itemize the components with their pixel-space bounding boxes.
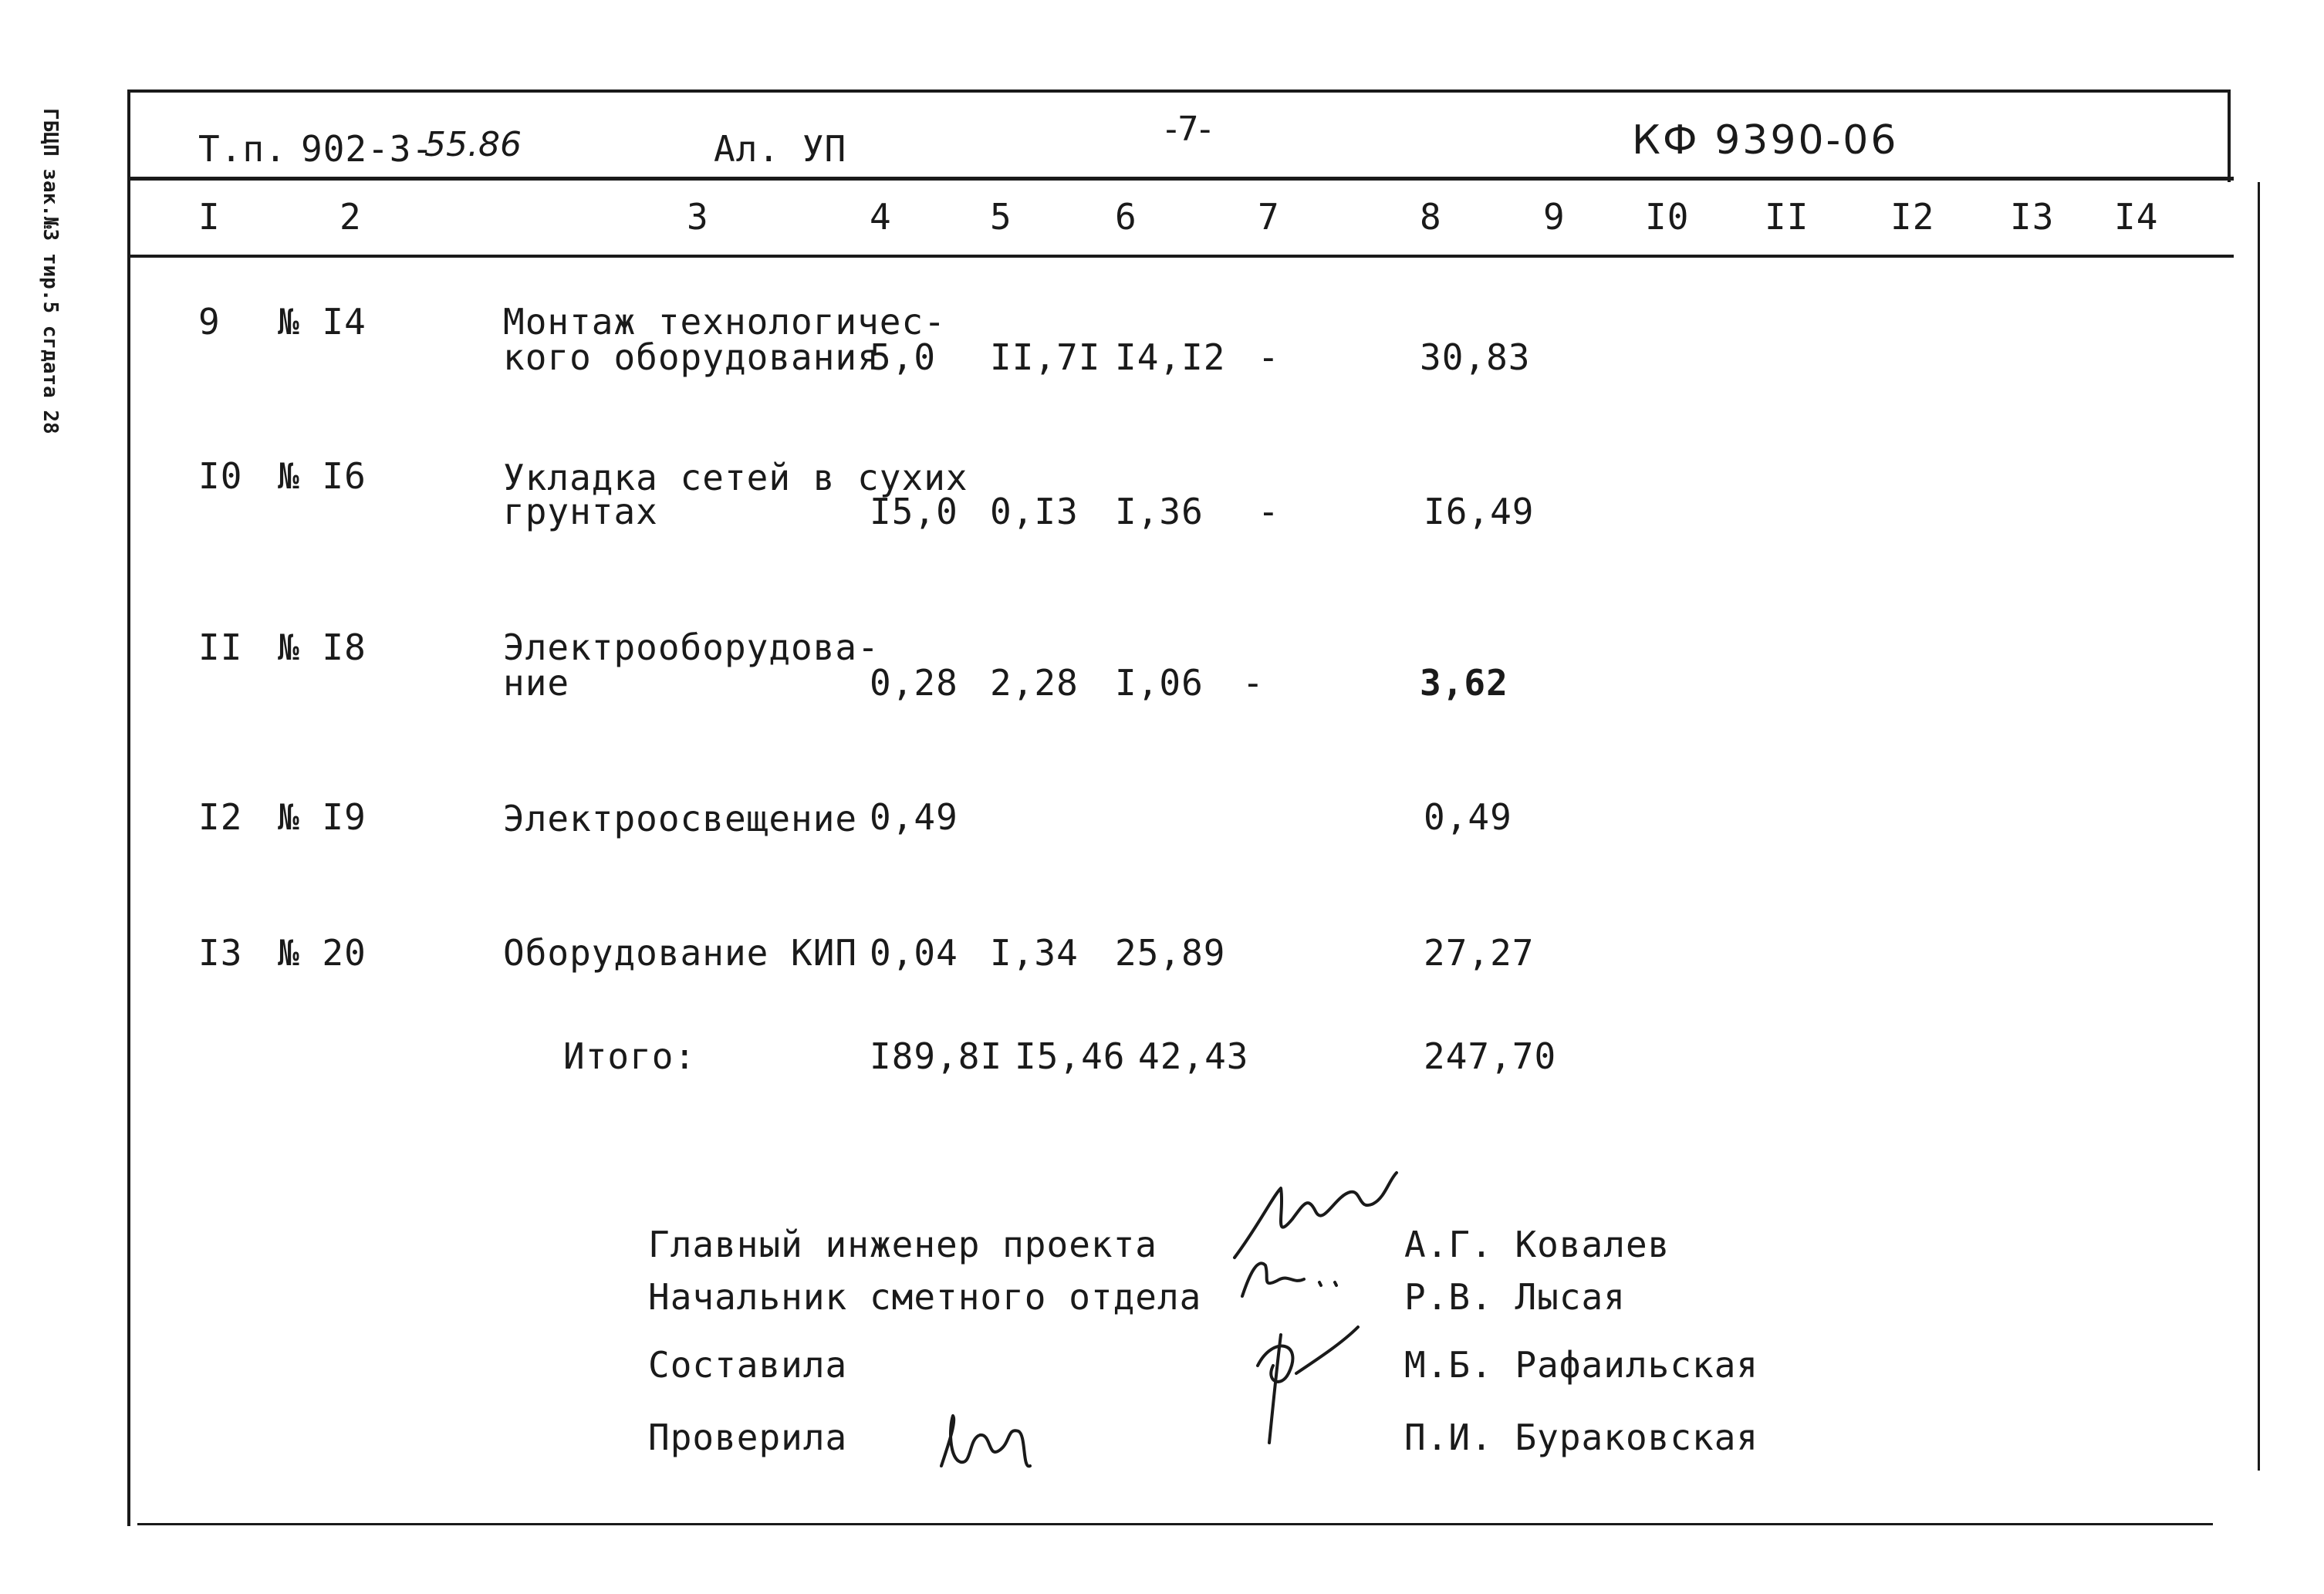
column-header: 8 [1420,196,1442,238]
row-number: I2 [198,796,243,838]
row-col8: 27,27 [1424,932,1535,974]
row-col4: 0,28 [870,662,958,704]
header-divider [127,177,2234,181]
album-label: Ал. УП [714,128,847,170]
row-col6: I4,I2 [1115,336,1226,378]
row-col6: I,06 [1115,662,1204,704]
row-reference: № I6 [278,455,367,497]
page-number: -7- [1165,110,1211,149]
row-name-line2: кого оборудования [503,336,880,378]
column-header-divider [127,255,2234,258]
frame-top-line [127,89,2231,93]
row-col4: 5,0 [870,336,937,378]
tp-prefix: Т.п. [198,128,287,170]
column-header: 4 [870,196,892,238]
signature-person: Р.В. Лысая [1404,1276,1626,1318]
row-col8: 3,62 [1420,662,1508,704]
column-header: 5 [990,196,1012,238]
row-name-line2: грунтах [503,491,658,532]
row-reference: № 20 [278,932,367,974]
tp-number-handwritten: 55.86 [424,125,522,164]
row-col7: - [1258,491,1280,532]
column-header: I0 [1645,196,1690,238]
row-col8: 0,49 [1424,796,1512,838]
side-stamp: ГБЦП зак.№3 тир.5 сгдата 28 [39,108,62,434]
row-col7: - [1258,336,1280,378]
column-header: I2 [1890,196,1935,238]
signature-person: А.Г. Ковалев [1404,1224,1670,1265]
row-col8: 30,83 [1420,336,1531,378]
frame-right-line-lower [2258,182,2260,1471]
frame-left-line [127,89,130,1526]
row-col4: 0,04 [870,932,958,974]
row-name-line1: Электроосвещение [503,798,858,839]
row-number: II [198,626,243,668]
row-reference: № I4 [278,301,367,343]
frame-right-line [2228,89,2231,182]
document-code: КФ 9390-06 [1632,117,1899,164]
row-number: I0 [198,455,243,497]
column-header: I [198,196,221,238]
row-col5: I,34 [990,932,1079,974]
column-header: 3 [687,196,709,238]
row-name-line1: Электрооборудова- [503,626,880,668]
row-col5: 0,I3 [990,491,1079,532]
row-reference: № I9 [278,796,367,838]
total-col4: I89,8I [870,1035,1003,1077]
frame-bottom-line [137,1523,2213,1525]
row-col6: 25,89 [1115,932,1226,974]
row-col5: 2,28 [990,662,1079,704]
column-header: 7 [1258,196,1280,238]
row-name-line2: ние [503,662,570,704]
row-number: 9 [198,301,221,343]
column-header: 2 [339,196,362,238]
row-name-line1: Укладка сетей в сухих [503,457,968,498]
signature-scribble-checker [926,1404,1049,1481]
row-col4: 0,49 [870,796,958,838]
row-number: I3 [198,932,243,974]
signature-scribble-compiler [1235,1319,1366,1450]
row-col5: II,7I [990,336,1101,378]
signature-role: Составила [648,1344,848,1386]
column-header: I3 [2010,196,2055,238]
signature-role: Главный инженер проекта [648,1224,1157,1265]
total-label: Итого: [563,1035,697,1077]
total-col5: I5,46 [1015,1035,1126,1077]
column-header: 9 [1543,196,1566,238]
signature-scribble-estimate-head [1235,1242,1358,1304]
row-col4: I5,0 [870,491,958,532]
tp-number: 902-3- [301,128,434,170]
row-col7: - [1242,662,1265,704]
signature-person: М.Б. Рафаильская [1404,1344,1759,1386]
row-col6: I,36 [1115,491,1204,532]
row-reference: № I8 [278,626,367,668]
column-header: 6 [1115,196,1137,238]
total-col8: 247,70 [1424,1035,1557,1077]
row-name-line1: Оборудование КИП [503,932,858,974]
column-header: II [1765,196,1809,238]
row-name-line1: Монтаж технологичес- [503,301,946,343]
signature-role: Начальник сметного отдела [648,1276,1202,1318]
signature-person: П.И. Бураковская [1404,1417,1759,1458]
signature-role: Проверила [648,1417,848,1458]
total-col6: 42,43 [1138,1035,1249,1077]
column-header: I4 [2114,196,2159,238]
row-col8: I6,49 [1424,491,1535,532]
